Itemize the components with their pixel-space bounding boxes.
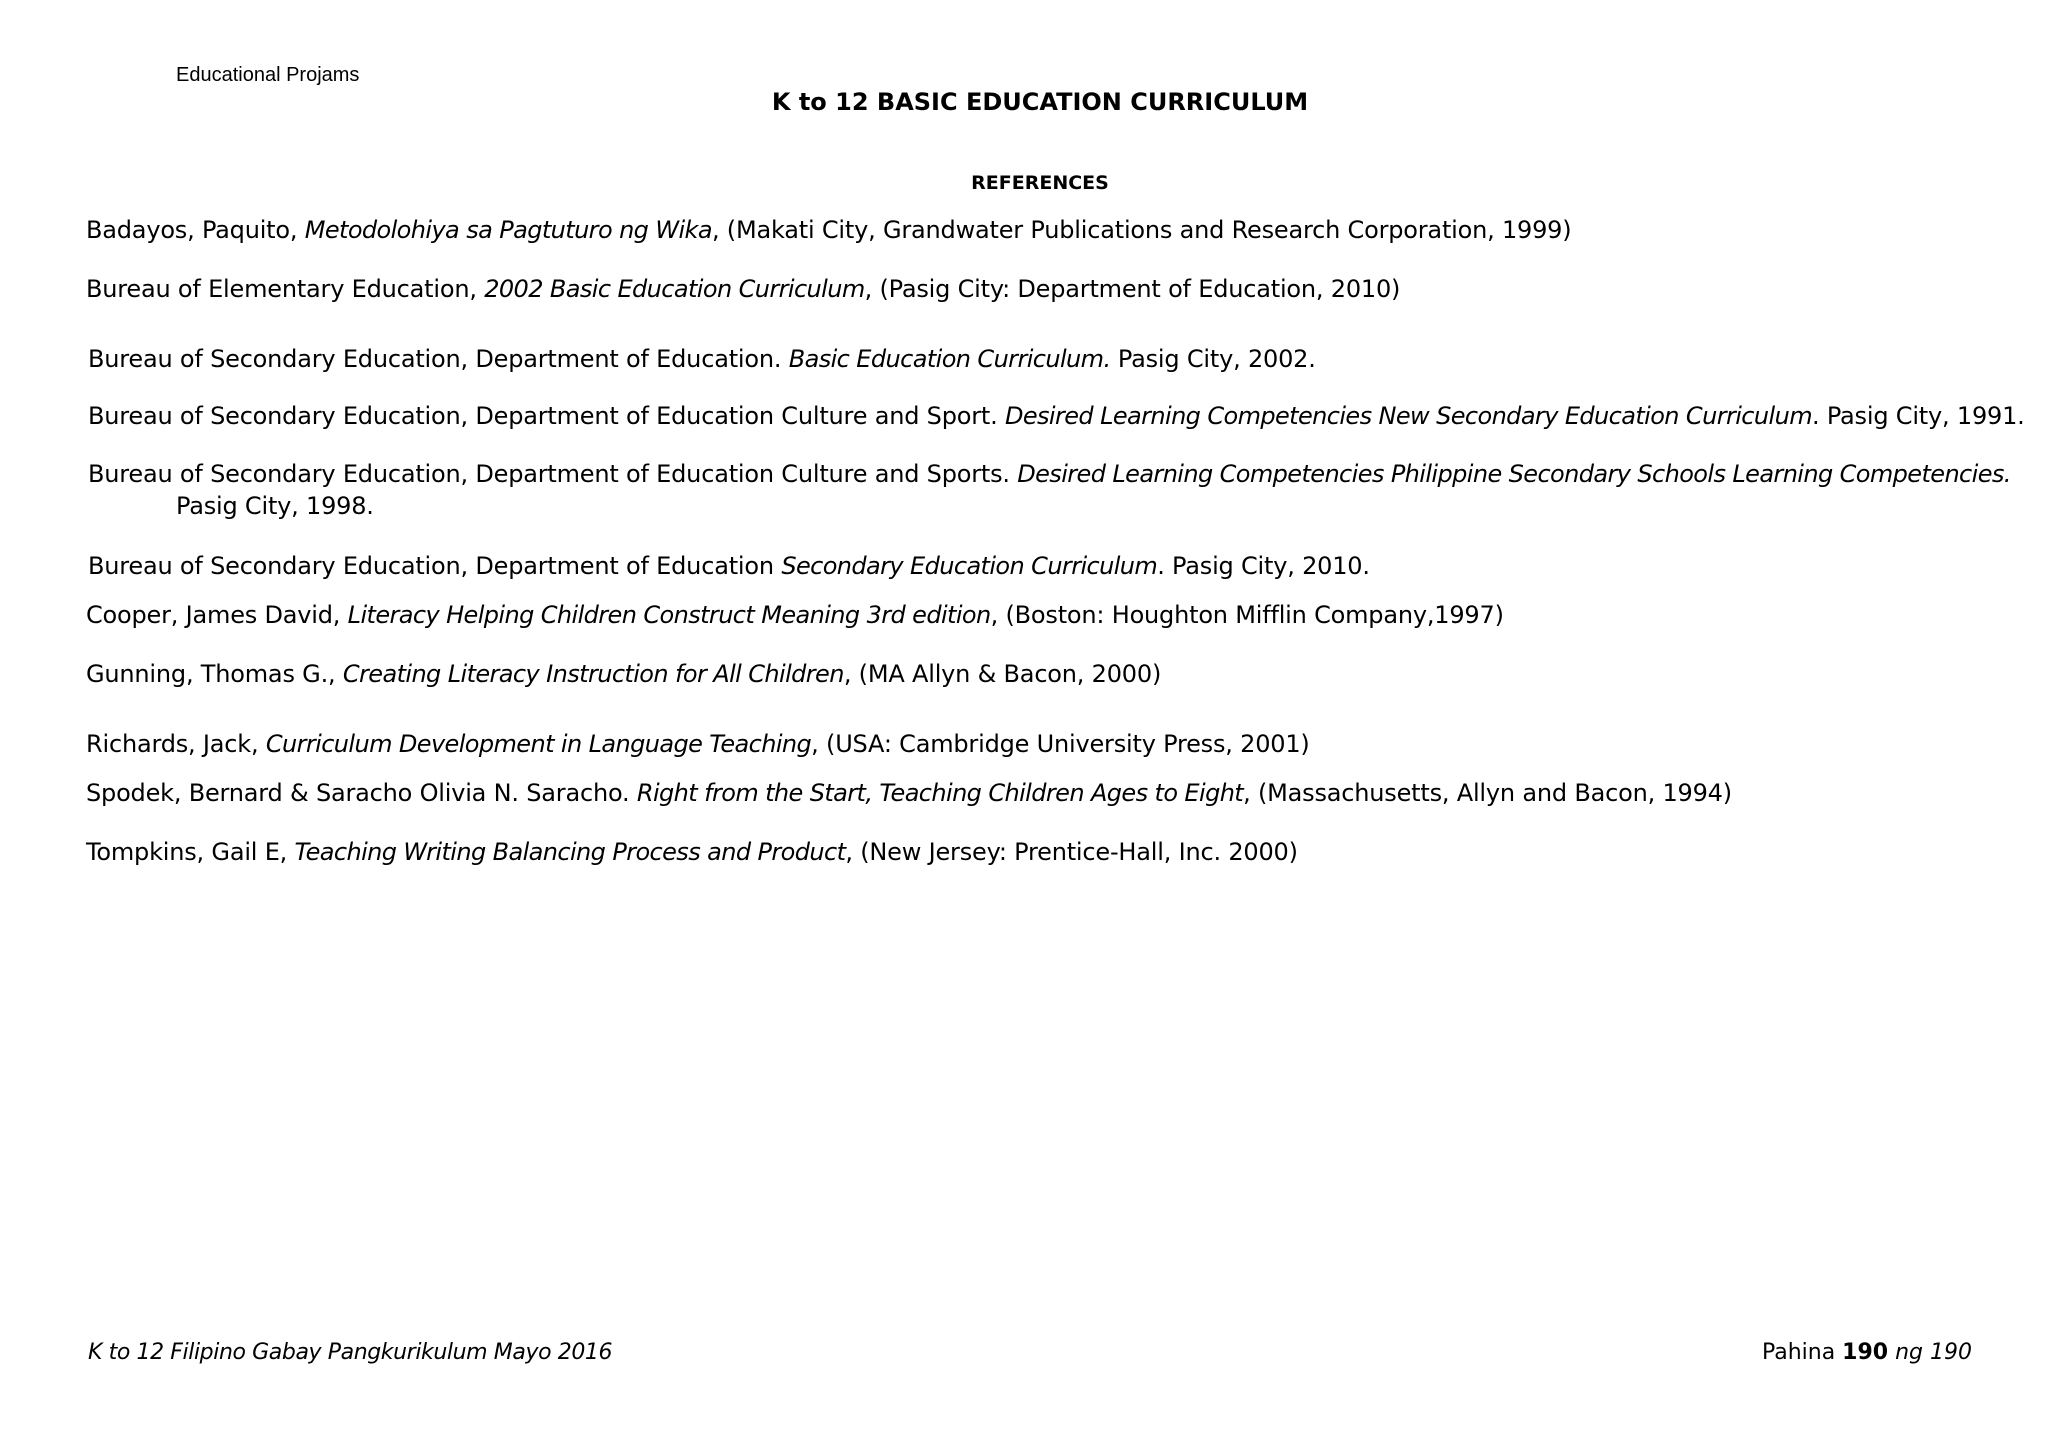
reference-entry <box>86 658 1161 690</box>
reference-author: Cooper, James David, <box>86 601 348 629</box>
reference-author: Bureau of Secondary Education, Department of Education Culture and Sports. <box>88 460 1018 488</box>
reference-title: Creating Literacy Instruction for All Children <box>342 660 844 688</box>
reference-entry <box>86 777 1732 809</box>
reference-publisher: , (Massachusetts, Allyn and Bacon, 1994) <box>1243 779 1732 807</box>
reference-title: Teaching Writing Balancing Process and Product <box>294 838 846 866</box>
current-page: 190 <box>1842 1340 1889 1365</box>
reference-author: Bureau of Secondary Education, Department of Education Culture and Sport. <box>88 402 1005 430</box>
reference-publisher: , (USA: Cambridge University Press, 2001) <box>811 730 1310 758</box>
reference-title: Right from the Start, Teaching Children Ages to Eight <box>636 779 1244 807</box>
footer-page-number <box>1762 1340 1972 1365</box>
section-title: REFERENCES <box>971 172 1109 194</box>
reference-title: Curriculum Development in Language Teaching <box>265 730 812 758</box>
reference-entry <box>88 343 1316 375</box>
reference-author: Tompkins, Gail E, <box>86 838 295 866</box>
reference-publisher: , (New Jersey: Prentice-Hall, Inc. 2000) <box>845 838 1298 866</box>
reference-author: Richards, Jack, <box>86 730 266 758</box>
reference-publisher: , (Makati City, Grandwater Publications and Research Corporation, 1999) <box>711 216 1572 244</box>
reference-title: Secondary Education Curriculum <box>781 552 1158 580</box>
reference-entry <box>88 400 2025 432</box>
reference-author: Bureau of Secondary Education, Department of Education. <box>88 345 789 373</box>
reference-title: Desired Learning Competencies New Secondary Education Curriculum <box>1004 402 1812 430</box>
reference-author: Gunning, Thomas G., <box>86 660 343 688</box>
reference-entry <box>86 728 1310 760</box>
reference-title: Desired Learning Competencies Philippine Secondary Schools Learning Competencies. <box>1017 460 2011 488</box>
page-word: Pahina <box>1761 1340 1843 1365</box>
reference-entry <box>86 273 1400 305</box>
reference-author: Bureau of Elementary Education, <box>86 275 485 303</box>
reference-continuation: Pasig City, 1998. <box>176 492 374 520</box>
reference-entry <box>86 836 1298 868</box>
reference-author: Spodek, Bernard & Saracho Olivia N. Saracho. <box>86 779 637 807</box>
page-total: ng 190 <box>1888 1340 1972 1365</box>
reference-publisher: . Pasig City, 1991. <box>1811 402 2025 430</box>
footer-document-label: K to 12 Filipino Gabay Pangkurikulum Mayo 2016 <box>88 1340 613 1365</box>
reference-entry <box>86 599 1504 631</box>
document-title: K to 12 BASIC EDUCATION CURRICULUM <box>771 88 1309 116</box>
reference-entry <box>88 458 2011 522</box>
header-note: Educational Projams <box>176 64 360 86</box>
reference-title: Literacy Helping Children Construct Meaning 3rd edition <box>347 601 991 629</box>
reference-author: Badayos, Paquito, <box>86 216 305 244</box>
reference-publisher: , (MA Allyn & Bacon, 2000) <box>843 660 1162 688</box>
reference-author: Bureau of Secondary Education, Department of Education <box>88 552 782 580</box>
reference-title: Basic Education Curriculum. <box>788 345 1111 373</box>
reference-publisher: , (Boston: Houghton Mifflin Company,1997) <box>990 601 1504 629</box>
reference-title: Metodolohiya sa Pagtuturo ng Wika <box>304 216 712 244</box>
reference-entry <box>86 214 1571 246</box>
reference-entry <box>88 550 1370 582</box>
reference-publisher: Pasig City, 2002. <box>1110 345 1316 373</box>
reference-title: 2002 Basic Education Curriculum <box>484 275 865 303</box>
reference-publisher: , (Pasig City: Department of Education, 2010) <box>864 275 1401 303</box>
reference-publisher: . Pasig City, 2010. <box>1157 552 1370 580</box>
